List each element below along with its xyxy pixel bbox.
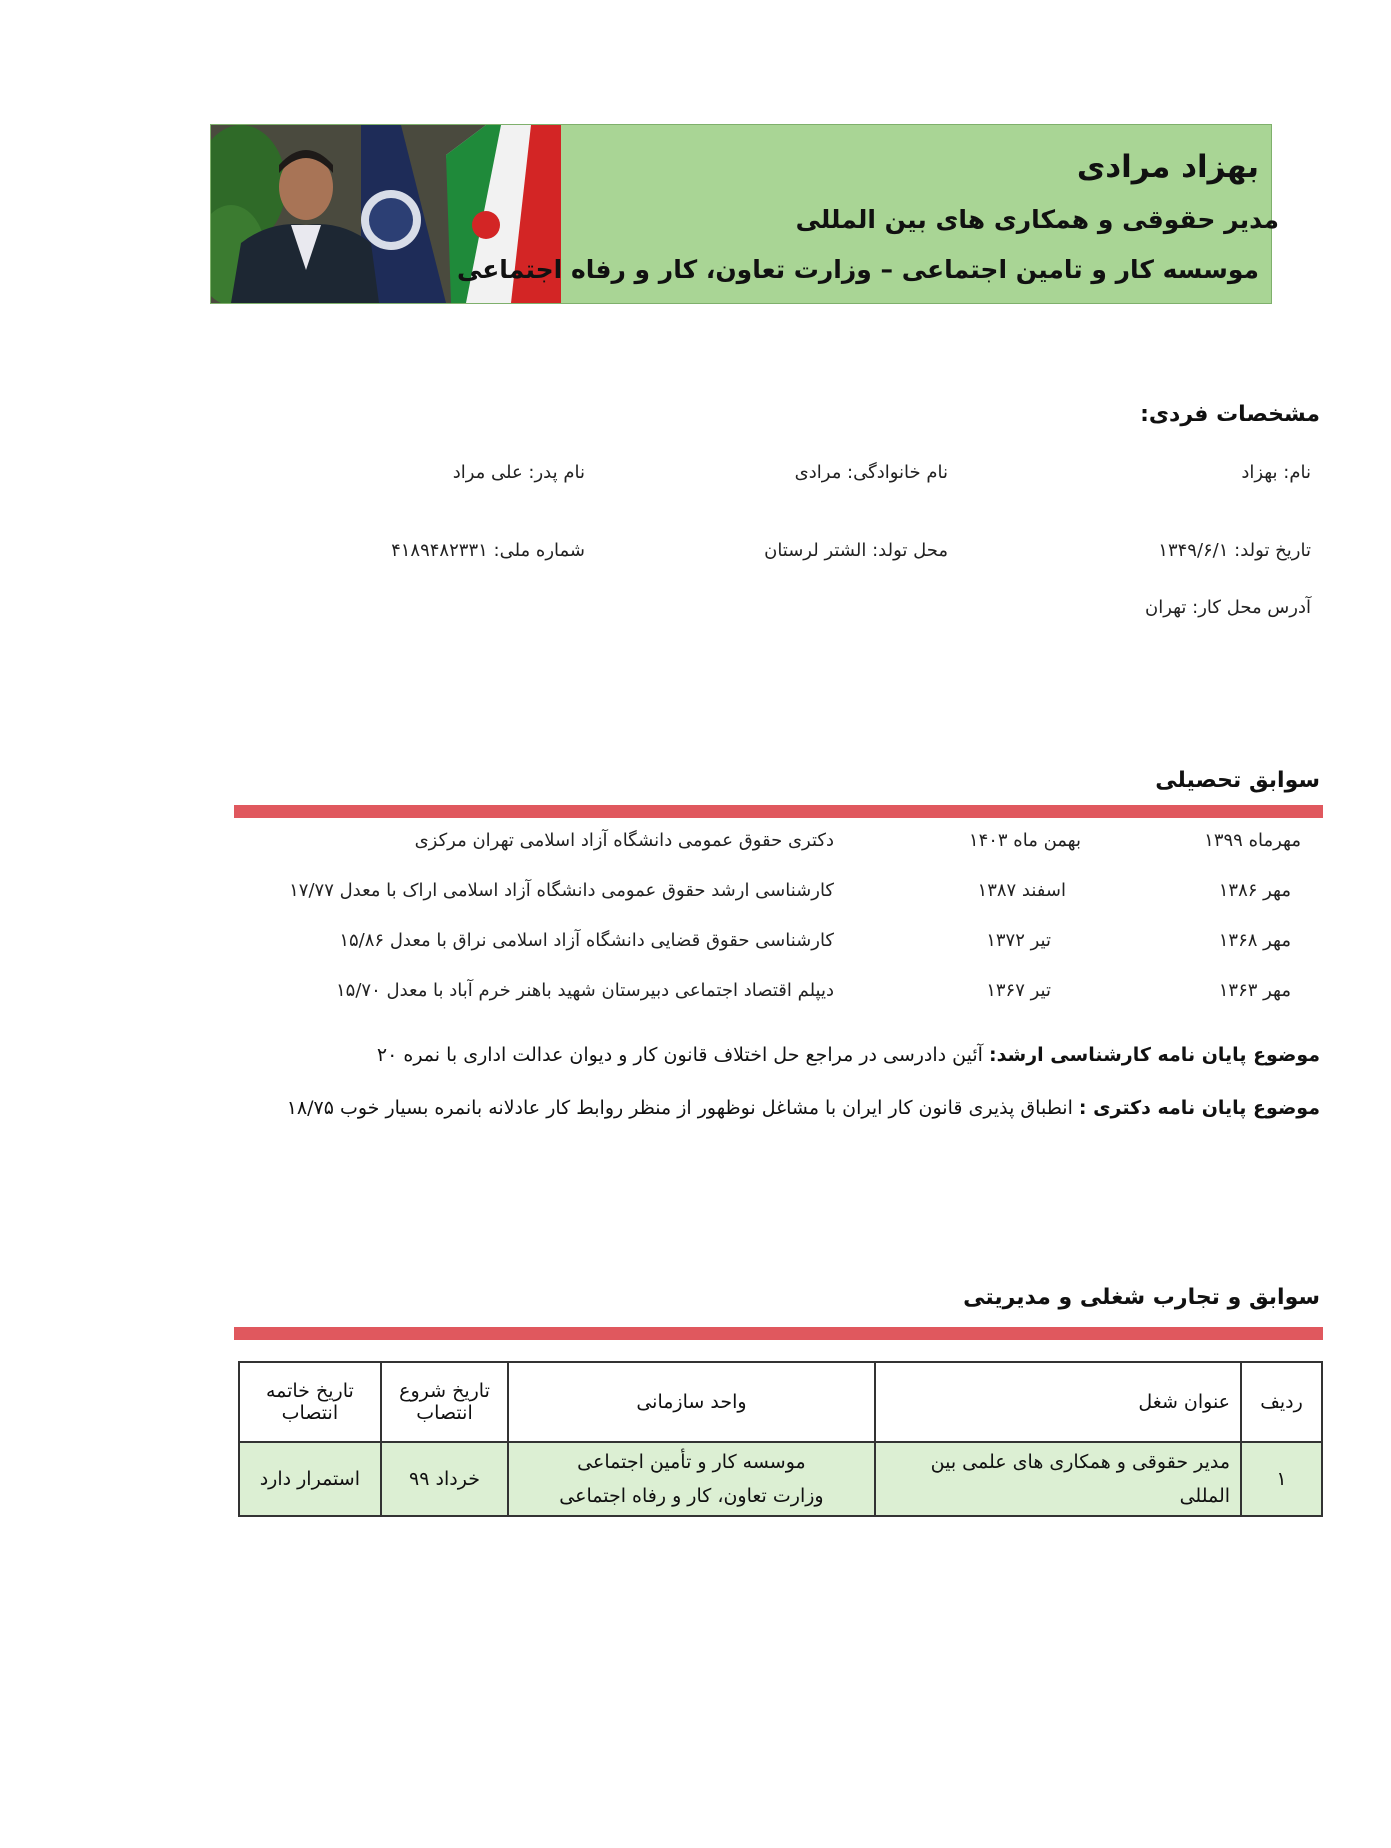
birth-place: محل تولد: الشتر لرستان bbox=[764, 540, 948, 561]
father-name: نام پدر: علی مراد bbox=[452, 462, 585, 483]
cell-unit bbox=[508, 1442, 874, 1516]
cell-end-date: استمرار دارد bbox=[239, 1442, 381, 1516]
national-id: شماره ملی: ۴۱۸۹۴۸۲۳۳۱ bbox=[391, 540, 585, 561]
experience-table bbox=[238, 1361, 1323, 1517]
work-address: آدرس محل کار: تهران bbox=[1144, 597, 1311, 618]
edu-degree-1: دکتری حقوق عمومی دانشگاه آزاد اسلامی تهران مرکزی bbox=[414, 830, 834, 851]
cell-start-date: خرداد ۹۹ bbox=[381, 1442, 509, 1516]
last-name: نام خانوادگی: مرادی bbox=[794, 462, 948, 483]
phd-thesis-label: موضوع پایان نامه دکتری : bbox=[1078, 1097, 1320, 1119]
edu-start-3: مهر ۱۳۶۸ bbox=[1218, 930, 1291, 951]
masters-thesis-text: آئین دادرسی در مراجع حل اختلاف قانون کار و دیوان عدالت اداری با نمره ۲۰ bbox=[376, 1044, 989, 1066]
header-banner bbox=[210, 124, 1279, 304]
birth-date: تاریخ تولد: ۱۳۴۹/۶/۱ bbox=[1158, 540, 1311, 561]
header-start-date bbox=[381, 1362, 509, 1442]
experience-divider bbox=[234, 1327, 1323, 1340]
header-end-date bbox=[239, 1362, 381, 1442]
header-start-line2: انتصاب bbox=[416, 1402, 473, 1424]
edu-end-3: تیر ۱۳۷۲ bbox=[986, 930, 1051, 951]
edu-start-4: مهر ۱۳۶۳ bbox=[1218, 980, 1291, 1001]
header-unit: واحد سازمانی bbox=[508, 1362, 874, 1442]
table-row bbox=[239, 1442, 1322, 1516]
first-name: نام: بهزاد bbox=[1241, 462, 1311, 483]
header-row-number: ردیف bbox=[1241, 1362, 1322, 1442]
cell-row-number: ۱ bbox=[1241, 1442, 1322, 1516]
header-end-line1: تاریخ خاتمه bbox=[265, 1380, 354, 1402]
cell-unit-line2: وزارت تعاون، کار و رفاه اجتماعی bbox=[559, 1485, 824, 1507]
table-header-row bbox=[239, 1362, 1322, 1442]
edu-degree-2: کارشناسی ارشد حقوق عمومی دانشگاه آزاد اسلامی اراک با معدل ۱۷/۷۷ bbox=[289, 880, 834, 901]
edu-start-1: مهرماه ۱۳۹۹ bbox=[1204, 830, 1301, 851]
edu-end-2: اسفند ۱۳۸۷ bbox=[977, 880, 1066, 901]
experience-section-title: سوابق و تجارب شغلی و مدیریتی bbox=[963, 1285, 1320, 1310]
phd-thesis-text: انطباق پذیری قانون کار ایران با مشاغل نوظهور از منظر روابط کار عادلانه بانمره بسیار خوب ۱۸/۷۵ bbox=[286, 1097, 1079, 1119]
person-position: مدیر حقوقی و همکاری های بین المللی bbox=[795, 205, 1279, 234]
cell-unit-line1: موسسه کار و تأمین اجتماعی bbox=[577, 1451, 806, 1473]
header-job-title: عنوان شغل bbox=[875, 1362, 1241, 1442]
edu-end-4: تیر ۱۳۶۷ bbox=[986, 980, 1051, 1001]
edu-start-2: مهر ۱۳۸۶ bbox=[1218, 880, 1291, 901]
personal-section-title: مشخصات فردی: bbox=[1140, 402, 1320, 427]
masters-thesis-label: موضوع پایان نامه کارشناسی ارشد: bbox=[988, 1044, 1320, 1066]
header-start-line1: تاریخ شروع bbox=[399, 1380, 490, 1402]
phd-thesis bbox=[287, 1097, 1320, 1119]
edu-degree-3: کارشناسی حقوق قضایی دانشگاه آزاد اسلامی نراق با معدل ۱۵/۸۶ bbox=[339, 930, 834, 951]
person-organization: موسسه کار و تامین اجتماعی – وزارت تعاون، کار و رفاه اجتماعی bbox=[456, 255, 1259, 284]
header-end-line2: انتصاب bbox=[281, 1402, 339, 1424]
person-name: بهزاد مرادی bbox=[1076, 149, 1259, 185]
education-section-title: سوابق تحصیلی bbox=[1155, 768, 1320, 793]
edu-degree-4: دیپلم اقتصاد اجتماعی دبیرستان شهید باهنر خرم آباد با معدل ۱۵/۷۰ bbox=[336, 980, 834, 1001]
masters-thesis bbox=[377, 1044, 1320, 1066]
cell-job-title: مدیر حقوقی و همکاری های علمی بین المللی bbox=[875, 1442, 1241, 1516]
edu-end-1: بهمن ماه ۱۴۰۳ bbox=[968, 830, 1081, 851]
education-divider bbox=[234, 805, 1323, 818]
